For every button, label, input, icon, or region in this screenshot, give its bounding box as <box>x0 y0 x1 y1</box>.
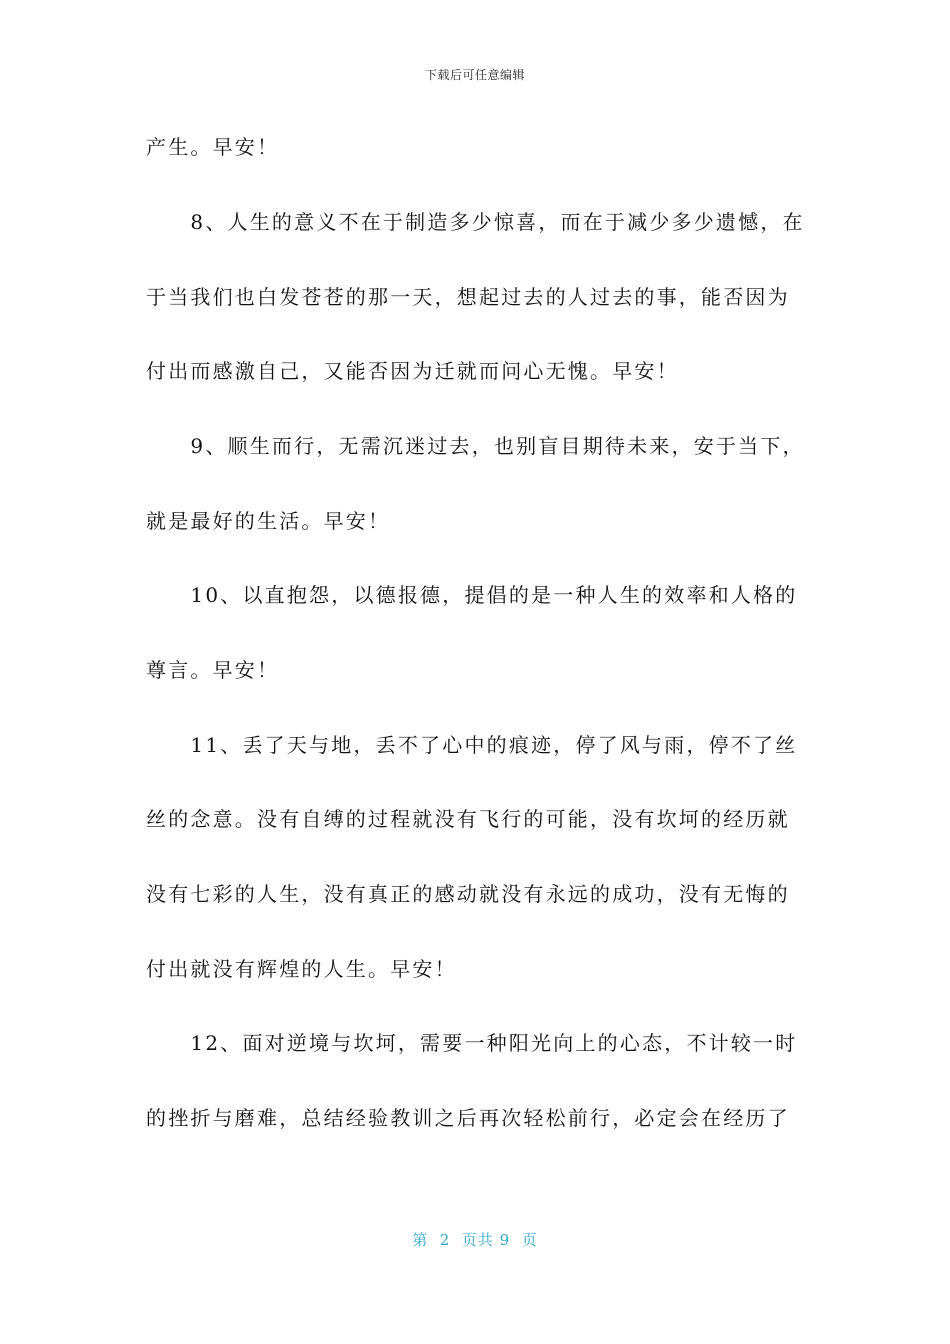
header-note: 下载后可任意编辑 <box>424 68 525 82</box>
body-line: 12、面对逆境与坎坷，需要一种阳光向上的心态，不计较一时 <box>146 1031 798 1055</box>
body-line: 于当我们也白发苍苍的那一天，想起过去的人过去的事，能否因为 <box>146 285 790 309</box>
body-line: 尊言。早安！ <box>146 658 280 682</box>
body-line: 产生。早安！ <box>146 135 280 159</box>
body-line: 9、顺生而行，无需沉迷过去，也别盲目期待未来，安于当下， <box>146 434 805 458</box>
body-line: 付出就没有辉煌的人生。早安！ <box>146 957 457 981</box>
body-line: 丝的念意。没有自缚的过程就没有飞行的可能，没有坎坷的经历就 <box>146 807 790 831</box>
body-line: 10、以直抱怨，以德报德，提倡的是一种人生的效率和人格的 <box>146 583 798 607</box>
page-number-footer: 第 2 页共 9 页 <box>412 1231 538 1249</box>
body-line: 付出而感激自己，又能否因为迁就而问心无愧。早安！ <box>146 359 679 383</box>
body-line: 的挫折与磨难，总结经验教训之后再次轻松前行，必定会在经历了 <box>146 1106 790 1130</box>
body-line: 11、丢了天与地，丢不了心中的痕迹，停了风与雨，停不了丝 <box>146 733 798 757</box>
body-line: 就是最好的生活。早安！ <box>146 509 391 533</box>
body-line: 8、人生的意义不在于制造多少惊喜，而在于减少多少遗憾，在 <box>146 210 805 234</box>
body-line: 没有七彩的人生，没有真正的感动就没有永远的成功，没有无悔的 <box>146 882 790 906</box>
